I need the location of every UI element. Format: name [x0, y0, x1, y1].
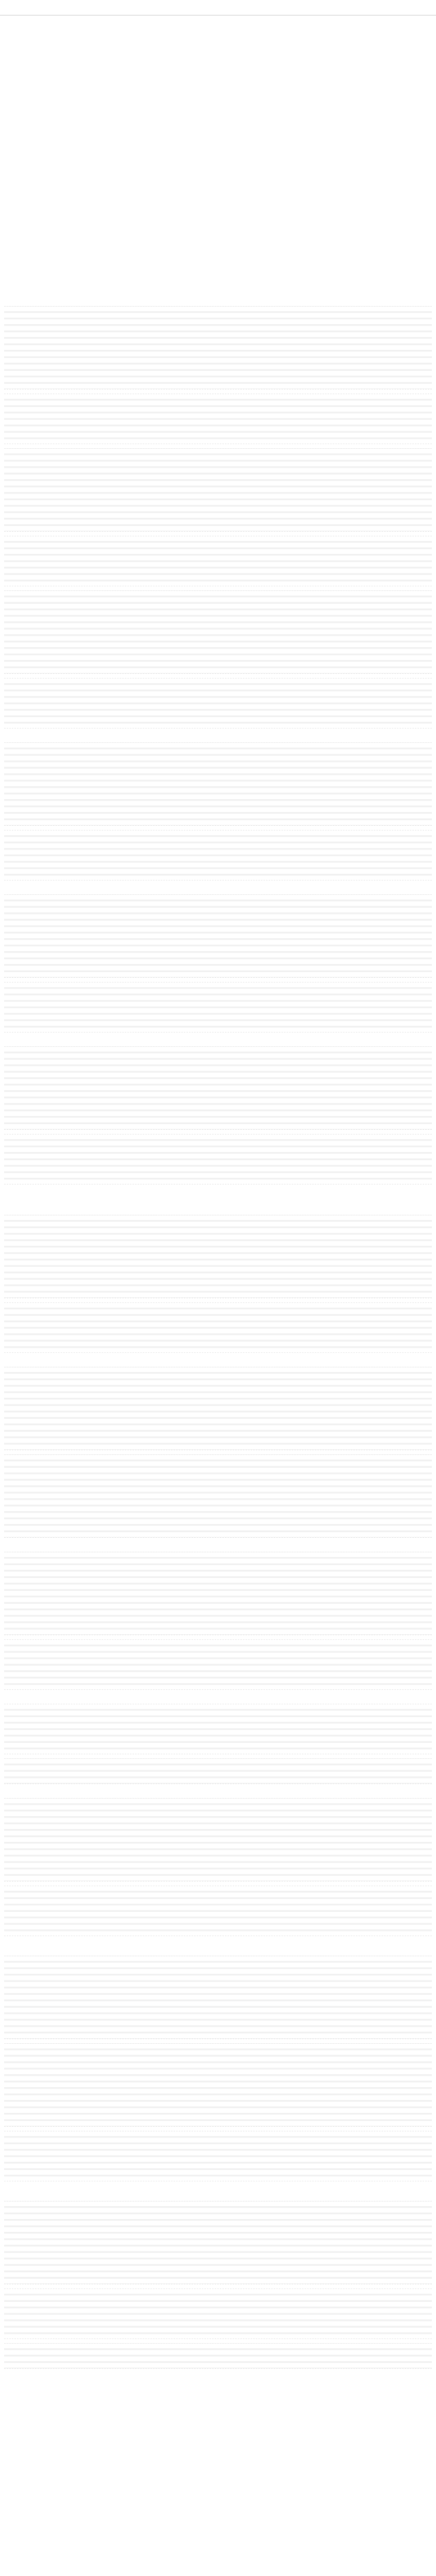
- paragraph: [4, 1639, 432, 1690]
- title-page-line: [4, 54, 432, 61]
- subsection-heading: [4, 733, 432, 740]
- title-page-year: [4, 136, 432, 143]
- paragraph: [4, 1215, 432, 1298]
- paragraph: [4, 590, 432, 674]
- paragraph: [4, 830, 432, 880]
- section: [4, 293, 432, 1184]
- subsection-heading: [4, 1694, 432, 1702]
- title-page-line: [159, 76, 432, 83]
- title-page-line: [4, 39, 432, 46]
- paragraph: [4, 678, 432, 728]
- paragraph: [4, 894, 432, 978]
- paragraph: [4, 1758, 432, 1784]
- meta-line: [4, 253, 432, 262]
- meta-line: [4, 245, 432, 253]
- paragraph: [4, 1454, 432, 1538]
- paragraph: [4, 1552, 432, 1635]
- paragraph: [4, 306, 432, 389]
- section-heading: [4, 1942, 432, 1953]
- section-heading: [4, 1191, 432, 1201]
- subsection-heading: [4, 1357, 432, 1365]
- section: [4, 1191, 432, 1936]
- subsection-heading: [4, 1788, 432, 1796]
- title-page-city: [4, 129, 432, 136]
- paragraph: [4, 1886, 432, 1936]
- paragraph: [4, 1704, 432, 1754]
- paragraph: [4, 448, 432, 532]
- title-page-line: [159, 91, 432, 98]
- paragraph: [4, 2043, 432, 2127]
- paragraph: [4, 1134, 432, 1184]
- title-page-line: [159, 83, 432, 91]
- paragraph: [4, 1798, 432, 1882]
- section: [4, 2188, 432, 2369]
- section-heading: [4, 293, 432, 303]
- subsection-heading: [4, 1205, 432, 1213]
- meta-line: [4, 262, 432, 270]
- section: [4, 1942, 432, 2181]
- paragraph: [4, 2289, 432, 2339]
- paragraph: [4, 742, 432, 826]
- paragraph: [4, 2343, 432, 2369]
- section-heading: [4, 2188, 432, 2198]
- document-meta: [4, 245, 432, 286]
- paragraph: [4, 394, 432, 444]
- document-title-bar: [0, 0, 436, 15]
- meta-line: [4, 270, 432, 278]
- subsection-heading: [4, 1542, 432, 1550]
- meta-line: [4, 278, 432, 286]
- paragraph: [4, 536, 432, 586]
- paragraph: [4, 1302, 432, 1353]
- paragraph: [4, 1367, 432, 1450]
- paragraph: [4, 1956, 432, 2039]
- subsection-heading: [4, 885, 432, 892]
- paragraph: [4, 1046, 432, 1130]
- paragraph: [4, 2131, 432, 2181]
- document-body: [0, 19, 436, 2576]
- title-page-line: [4, 46, 432, 54]
- paragraph: [4, 2201, 432, 2284]
- title-page: [4, 19, 432, 240]
- paragraph: [4, 982, 432, 1032]
- subsection-heading: [4, 1037, 432, 1044]
